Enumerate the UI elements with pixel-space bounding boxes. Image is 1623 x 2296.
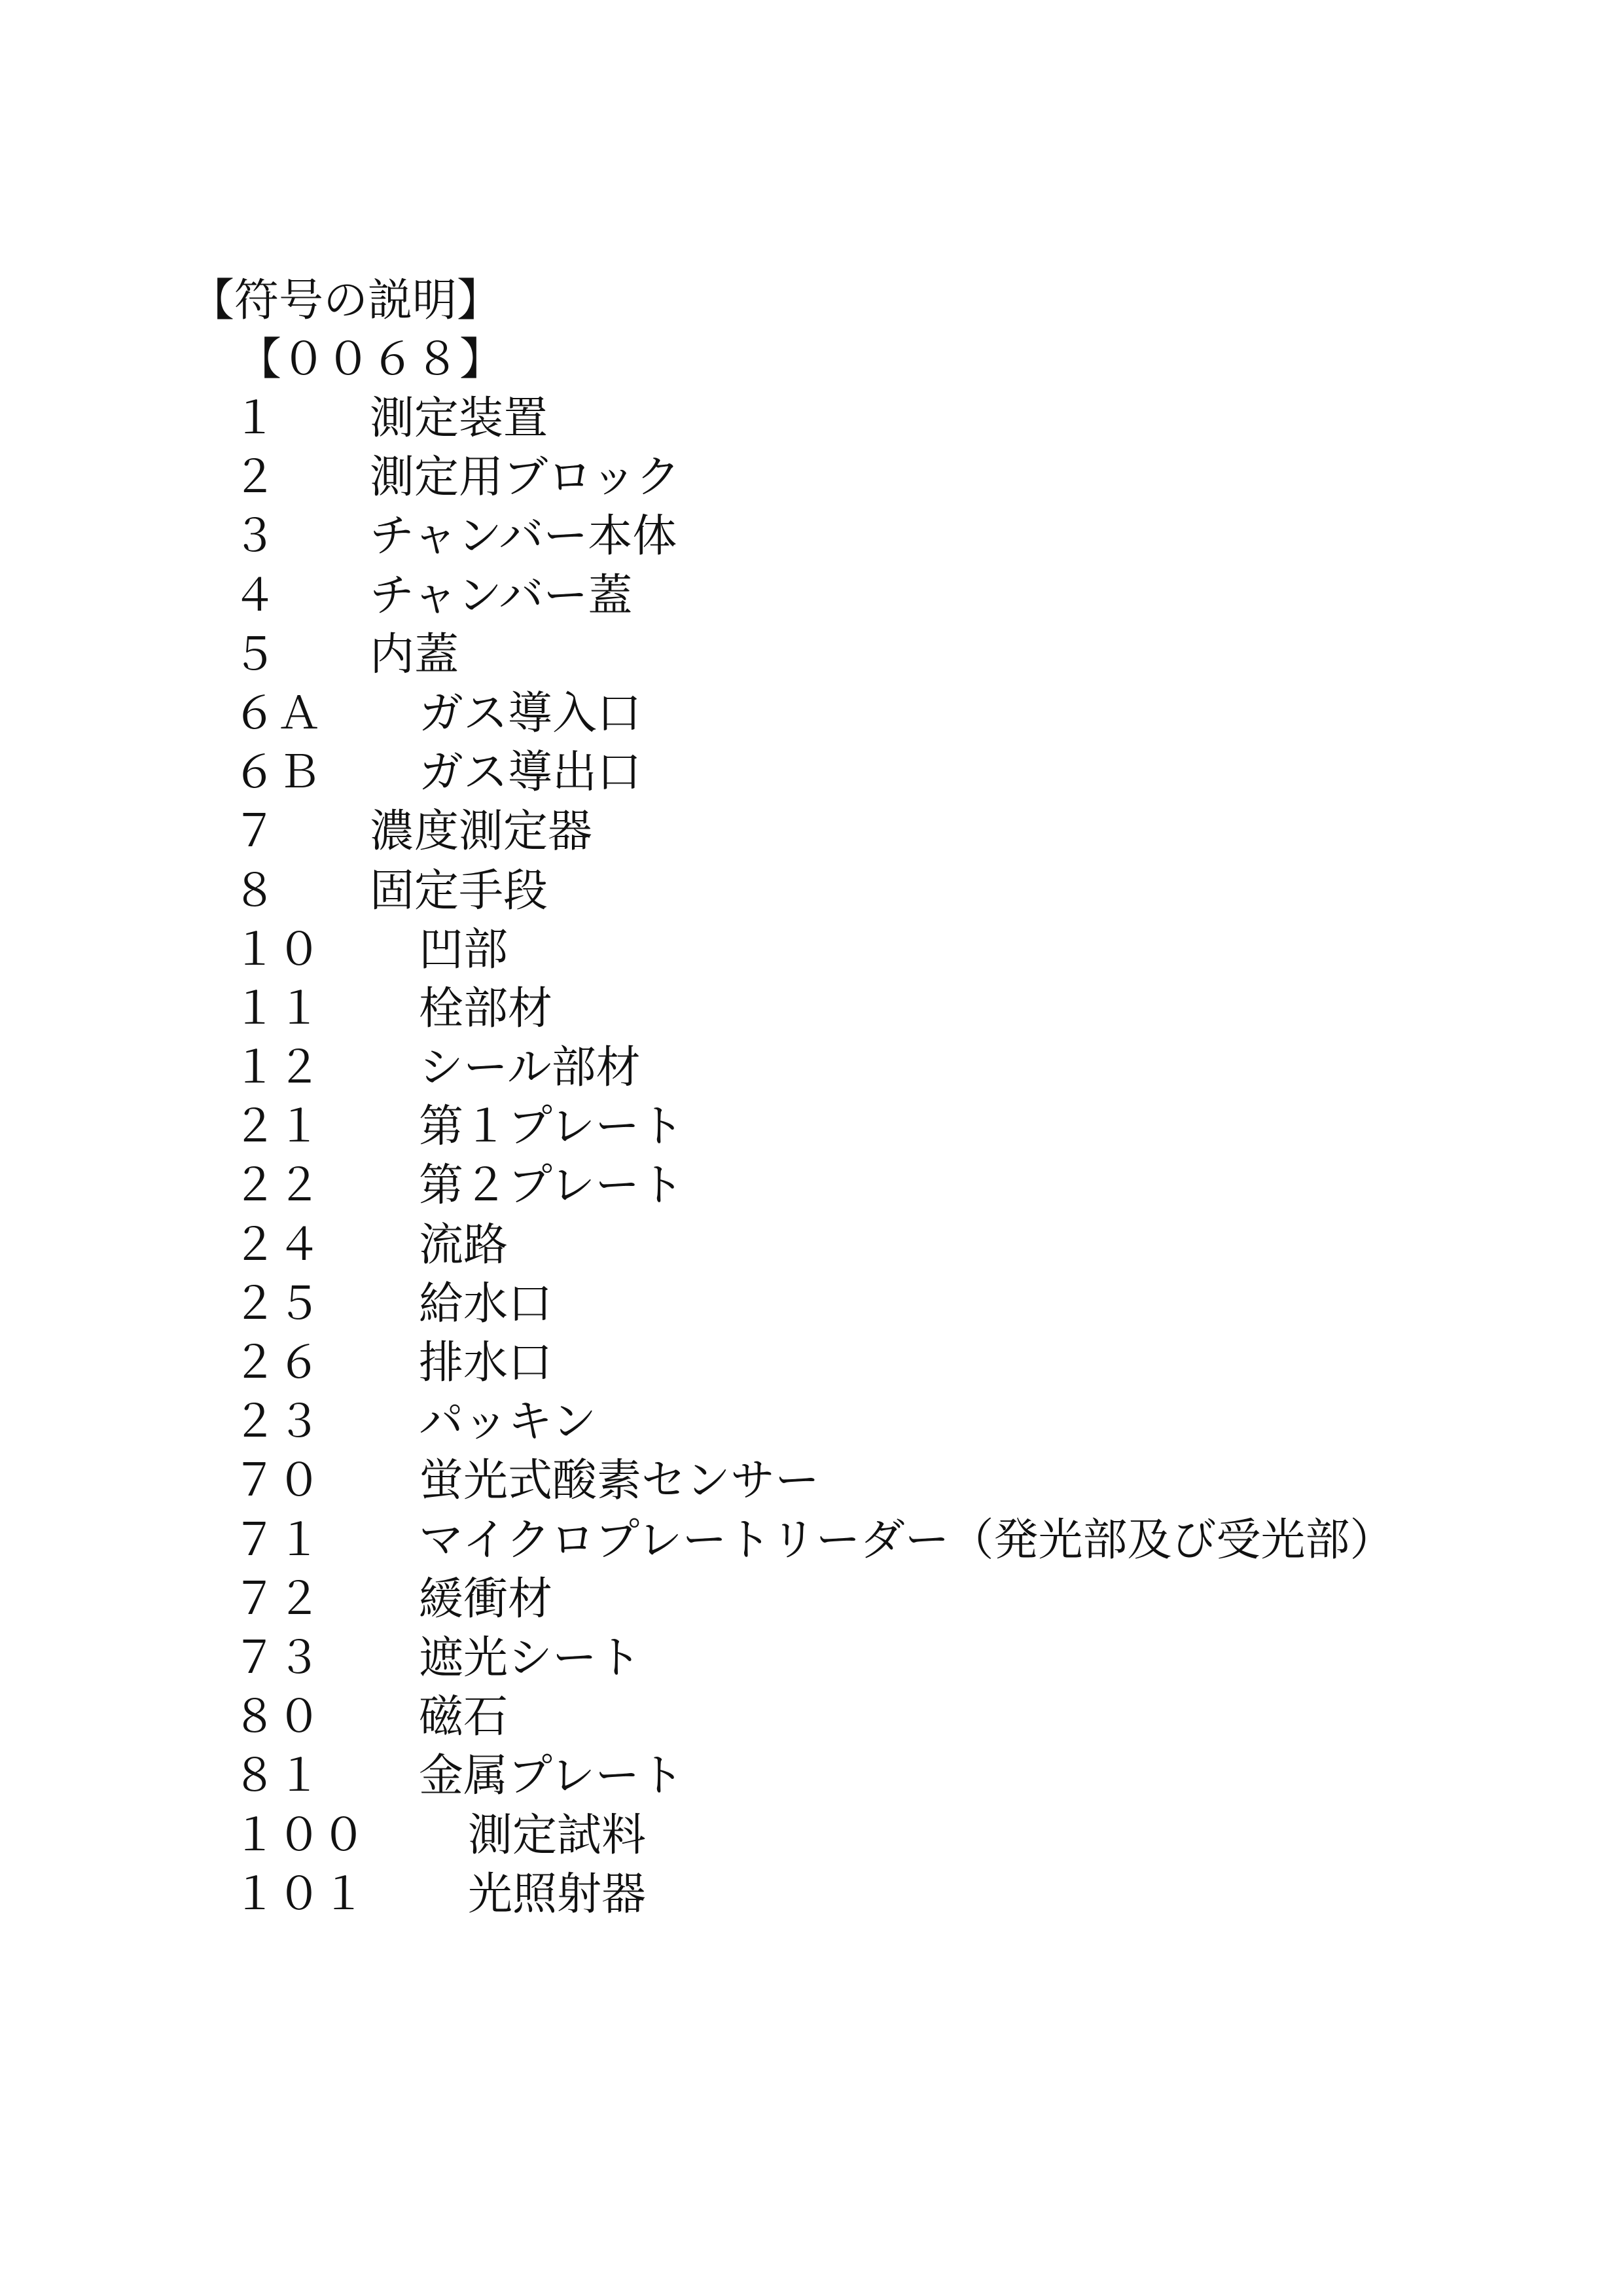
symbol-code: １００ (232, 1809, 366, 1861)
symbol-code: １０ (232, 924, 322, 976)
symbol-description: ガス導出口 (419, 747, 642, 799)
symbol-code: １０１ (232, 1868, 366, 1920)
symbol-code: ８１ (232, 1750, 322, 1803)
symbol-code: ３ (232, 511, 277, 563)
symbol-code: ７ (232, 806, 277, 858)
symbol-code: １２ (232, 1042, 322, 1094)
symbol-description: チャンバー蓋 (370, 569, 633, 622)
symbol-description: チャンバー本体 (370, 511, 677, 563)
section-title: 【符号の説明】 (190, 275, 502, 327)
symbol-description: 金属プレート (419, 1750, 685, 1803)
paragraph-number: 【００６８】 (237, 334, 505, 386)
symbol-description: 磁石 (419, 1691, 508, 1744)
symbol-description: 内蓋 (370, 628, 459, 681)
symbol-description: 給水口 (419, 1278, 553, 1330)
symbol-code: ７２ (232, 1573, 322, 1625)
symbol-description: 遮光シート (419, 1632, 642, 1684)
symbol-code: ２５ (232, 1278, 322, 1330)
symbol-description: 測定装置 (370, 393, 548, 444)
symbol-code: ２４ (232, 1219, 322, 1271)
symbol-description: 固定手段 (370, 865, 548, 917)
symbol-code: １１ (232, 982, 322, 1035)
symbol-code: ８０ (232, 1691, 322, 1744)
symbol-description: 蛍光式酸素センサー (419, 1455, 820, 1507)
symbol-description: 排水口 (419, 1337, 553, 1389)
symbol-description: 第１プレート (419, 1101, 685, 1153)
symbol-code: ２１ (232, 1101, 322, 1153)
symbol-description: 濃度測定器 (370, 806, 593, 858)
symbol-description: シール部材 (419, 1042, 641, 1094)
symbol-code: ４ (232, 569, 277, 622)
symbol-code: ７１ (232, 1514, 322, 1566)
symbol-description: ガス導入口 (419, 687, 642, 740)
symbol-description: 緩衝材 (419, 1573, 553, 1625)
symbol-description: 測定用ブロック (370, 452, 681, 504)
symbol-code: １ (232, 393, 277, 444)
symbol-description: パッキン (419, 1396, 597, 1448)
symbol-code: ７０ (232, 1455, 322, 1507)
symbol-description: 光照射器 (468, 1868, 647, 1920)
symbol-code: ６Ａ (232, 687, 322, 740)
symbol-code: ７３ (232, 1632, 322, 1684)
symbol-code: ２２ (232, 1160, 322, 1212)
symbol-description: 流路 (419, 1219, 508, 1271)
symbol-code: ６Ｂ (232, 747, 322, 799)
symbol-code: ２６ (232, 1337, 322, 1389)
symbol-description: マイクロプレートリーダー（発光部及び受光部） (419, 1514, 1395, 1566)
symbol-code: ５ (232, 628, 277, 681)
symbol-code: ８ (232, 865, 277, 917)
symbol-description: 栓部材 (419, 982, 553, 1035)
symbol-description: 測定試料 (468, 1809, 647, 1861)
symbol-description: 第２プレート (419, 1160, 685, 1212)
symbol-code: ２ (232, 452, 277, 504)
symbol-code: ２３ (232, 1396, 322, 1448)
symbol-description: 凹部 (419, 924, 508, 976)
